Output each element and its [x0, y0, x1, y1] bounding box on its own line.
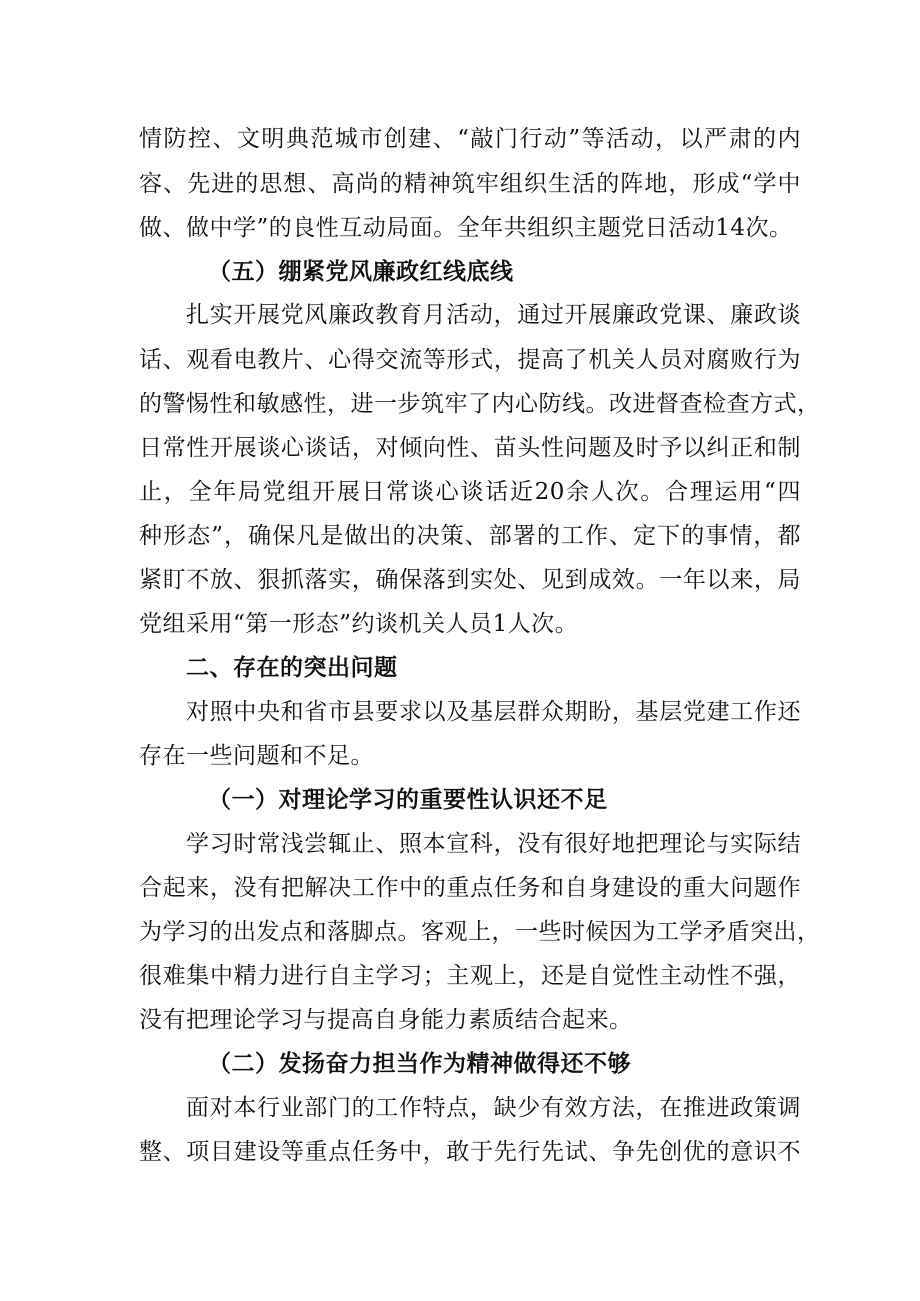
paragraph-line: 的警惕性和敏感性，进一步筑牢了内心防线。改进督查检查方式， — [139, 391, 821, 417]
paragraph-line: 做、做中学”的良性互动局面。全年共组织主题党日活动14次。 — [139, 215, 793, 241]
paragraph-line: 种形态”，确保凡是做出的决策、部署的工作、定下的事情，都 — [139, 523, 801, 549]
section-heading-2-1: （一）对理论学习的重要性认识还不足 — [208, 787, 608, 813]
paragraph-line: 学习时常浅尝辄止、照本宣科，没有很好地把理论与实际结 — [186, 831, 801, 857]
paragraph-line: 情防控、文明典范城市创建、“敲门行动”等活动，以严肃的内 — [139, 126, 801, 152]
paragraph-line: 存在一些问题和不足。 — [139, 743, 374, 769]
paragraph-line: 对照中央和省市县要求以及基层群众期盼，基层党建工作还 — [186, 699, 801, 725]
paragraph-line: 合起来，没有把解决工作中的重点任务和自身建设的重大问题作 — [139, 875, 801, 901]
paragraph-line: 面对本行业部门的工作特点，缺少有效方法，在推进政策调 — [186, 1095, 801, 1121]
paragraph-line: 整、项目建设等重点任务中，敢于先行先试、争先创优的意识不 — [139, 1139, 801, 1165]
section-heading-2-2: （二）发扬奋力担当作为精神做得还不够 — [208, 1051, 631, 1077]
paragraph-line: 党组采用“第一形态”约谈机关人员1人次。 — [139, 611, 579, 637]
paragraph-line: 止，全年局党组开展日常谈心谈话近20余人次。合理运用“四 — [139, 479, 801, 505]
paragraph-line: 紧盯不放、狠抓落实，确保落到实处、见到成效。一年以来，局 — [139, 567, 801, 593]
paragraph-line: 扎实开展党风廉政教育月活动，通过开展廉政党课、廉政谈 — [186, 302, 801, 328]
paragraph-line: 为学习的出发点和落脚点。客观上，一些时候因为工学矛盾突出， — [139, 919, 821, 945]
paragraph-line: 话、观看电教片、心得交流等形式，提高了机关人员对腐败行为 — [139, 347, 801, 373]
paragraph-line: 很难集中精力进行自主学习；主观上，还是自觉性主动性不强， — [139, 963, 801, 989]
paragraph-line: 没有把理论学习与提高自身能力素质结合起来。 — [139, 1007, 633, 1033]
section-title-2: 二、存在的突出问题 — [186, 655, 398, 681]
section-heading-5: （五）绷紧党风廉政红线底线 — [208, 259, 514, 285]
paragraph-line: 容、先进的思想、高尚的精神筑牢组织生活的阵地，形成“学中 — [139, 171, 801, 197]
paragraph-line: 日常性开展谈心谈话，对倾向性、苗头性问题及时予以纠正和制 — [139, 435, 801, 461]
